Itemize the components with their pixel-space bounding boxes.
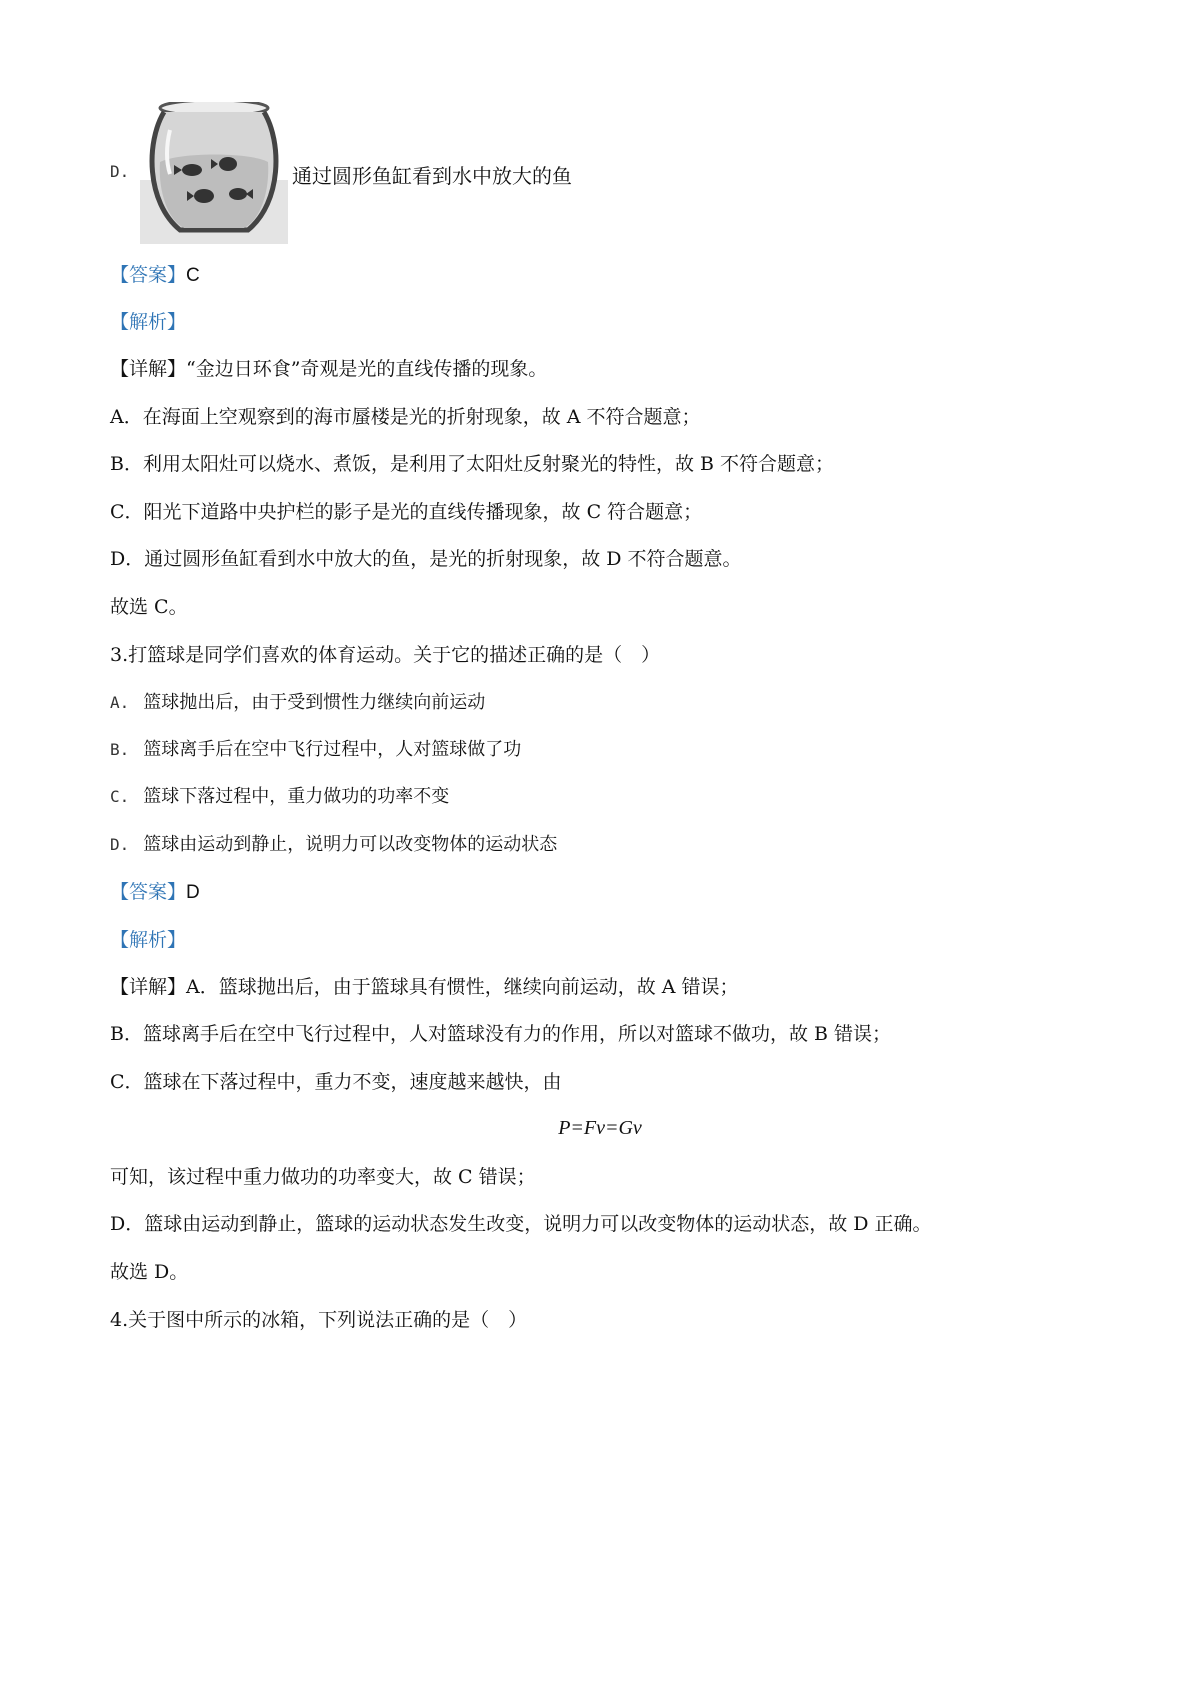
option-letter: D. xyxy=(110,835,130,854)
explanation-line: B．篮球离手后在空中飞行过程中，人对篮球没有力的作用，所以对篮球不做功，故 B 错误； xyxy=(110,1023,892,1045)
option-letter: B. xyxy=(110,740,130,759)
conclusion-line: 故选 C。 xyxy=(110,596,188,618)
option-d xyxy=(110,833,557,857)
question-stem: 4.关于图中所示的冰箱，下列说法正确的是（ ） xyxy=(110,1309,528,1331)
explanation-line: D．篮球由运动到静止，篮球的运动状态发生改变，说明力可以改变物体的运动状态，故 D 正确。 xyxy=(110,1213,932,1235)
explanation-line: D．通过圆形鱼缸看到水中放大的鱼，是光的折射现象，故 D 不符合题意。 xyxy=(110,548,742,570)
question-stem: 3.打篮球是同学们喜欢的体育运动。关于它的描述正确的是（ ） xyxy=(110,644,661,666)
formula: P=Fv=Gv xyxy=(558,1117,642,1139)
option-text: 篮球由运动到静止，说明力可以改变物体的运动状态 xyxy=(143,834,558,855)
answer-value: C xyxy=(186,265,200,286)
option-letter: A. xyxy=(110,693,130,712)
answer-line-q3 xyxy=(110,880,200,905)
option-text: 篮球离手后在空中飞行过程中，人对篮球做了功 xyxy=(143,739,522,760)
conclusion-line: 故选 D。 xyxy=(110,1261,189,1283)
answer-tag: 【答案】 xyxy=(110,881,187,903)
option-b xyxy=(110,738,521,762)
option-c xyxy=(110,785,449,809)
detail-line: 【详解】“金边日环食”奇观是光的直线传播的现象。 xyxy=(110,358,548,380)
option-letter: C. xyxy=(110,787,130,806)
analysis-tag: 【解析】 xyxy=(110,929,187,951)
explanation-line: C．阳光下道路中央护栏的影子是光的直线传播现象，故 C 符合题意； xyxy=(110,501,703,523)
explanation-line: A．在海面上空观察到的海市蜃楼是光的折射现象，故 A 不符合题意； xyxy=(110,406,701,428)
explanation-line: C．篮球在下落过程中，重力不变，速度越来越快，由 xyxy=(110,1071,562,1093)
analysis-tag: 【解析】 xyxy=(110,311,187,333)
fishbowl-image xyxy=(140,102,288,244)
option-text: 篮球下落过程中，重力做功的功率不变 xyxy=(143,786,450,807)
explanation-line: 可知，该过程中重力做功的功率变大，故 C 错误； xyxy=(110,1166,536,1188)
option-d-text: 通过圆形鱼缸看到水中放大的鱼 xyxy=(292,164,572,188)
option-text: 篮球抛出后，由于受到惯性力继续向前运动 xyxy=(143,692,486,713)
answer-line-q2 xyxy=(110,263,200,288)
detail-line: 【详解】A．篮球抛出后，由于篮球具有惯性，继续向前运动，故 A 错误； xyxy=(110,976,739,998)
explanation-line: B．利用太阳灶可以烧水、煮饭，是利用了太阳灶反射聚光的特性，故 B 不符合题意； xyxy=(110,453,835,475)
answer-tag: 【答案】 xyxy=(110,264,187,286)
option-a xyxy=(110,691,485,715)
option-d-letter: D. xyxy=(110,162,130,181)
answer-value: D xyxy=(186,882,200,903)
